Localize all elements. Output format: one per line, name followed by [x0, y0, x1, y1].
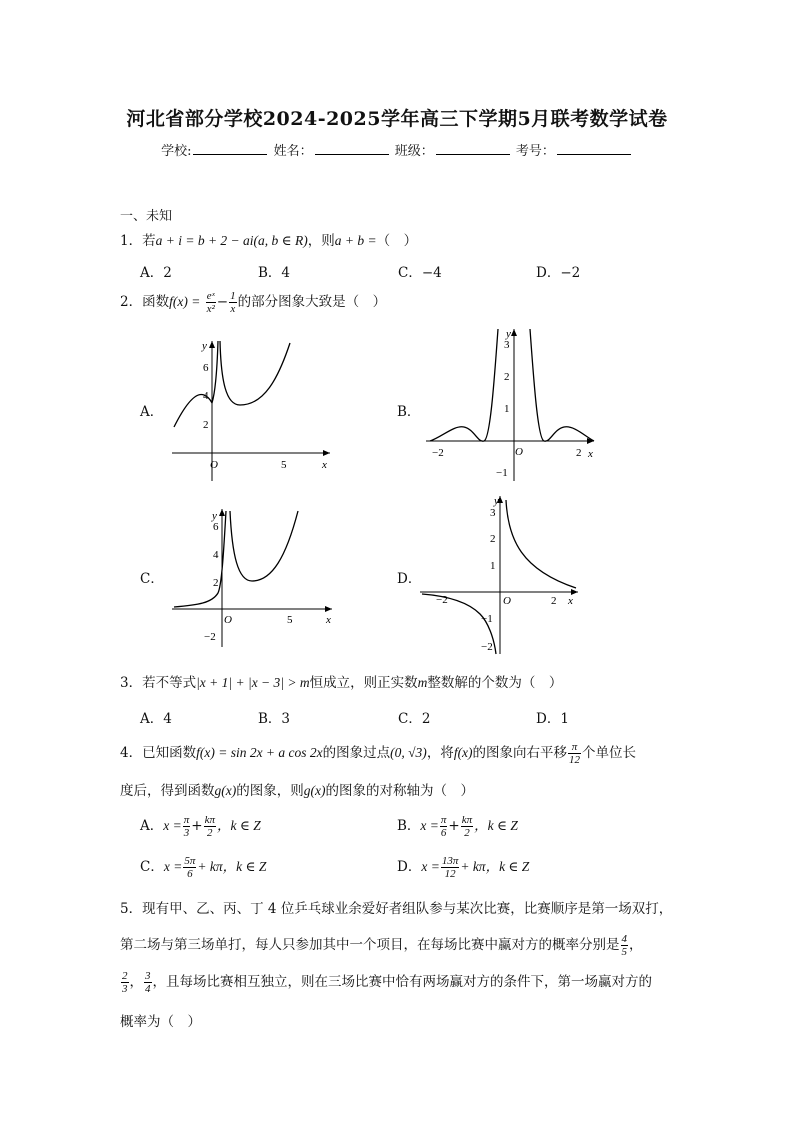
q2-option-a-label[interactable]: A．: [140, 404, 164, 420]
tick-label: −2: [436, 594, 448, 606]
tick-label: 5: [287, 614, 293, 626]
tick-label: 2: [490, 533, 496, 545]
tick-label: 1: [490, 560, 496, 572]
graph-a[interactable]: [168, 335, 340, 485]
q1-option-d[interactable]: D．−2: [536, 265, 581, 281]
tick-label: 5: [281, 459, 287, 471]
tick-label: 4: [213, 549, 219, 561]
question-4-stem-line2: 度后，得到函数g(x)的图象，则g(x)的图象的对称轴为（ ）: [120, 783, 474, 799]
text: 若: [142, 233, 156, 249]
school-blank[interactable]: [193, 143, 267, 155]
origin-label: O: [503, 595, 511, 607]
tick-label: 2: [504, 371, 510, 383]
tick-label: 6: [213, 521, 219, 533]
student-info-line: [0, 140, 794, 159]
fraction: $\frac{\text{eˣ}}{\text{x²}}$: [206, 290, 215, 315]
graph-b[interactable]: [422, 325, 602, 485]
y-axis-label: y: [506, 328, 511, 340]
name-label: 姓名：: [273, 144, 313, 159]
tick-label: −1: [481, 613, 493, 625]
question-4-stem-line1: 4．已知函数f(x) = sin 2x + a cos 2x的图象过点(0, √3)，将f(x)的图象向右平移 $\frac{\pi}{12}$ 个单位长: [120, 741, 637, 766]
q3-option-c[interactable]: C．2: [398, 711, 431, 727]
y-axis-label: y: [212, 510, 217, 522]
y-axis-label: y: [202, 340, 207, 352]
origin-label: O: [224, 614, 232, 626]
name-blank[interactable]: [315, 143, 389, 155]
tick-label: 1: [504, 403, 510, 415]
tick-label: −2: [432, 447, 444, 459]
fraction: $\frac{\pi}{12}$: [569, 741, 581, 766]
question-1-stem: [120, 229, 417, 249]
x-axis-label: x: [322, 459, 327, 471]
y-axis-label: y: [494, 495, 499, 507]
question-5-line4: 概率为（ ）: [120, 1014, 201, 1030]
text: ，则: [307, 233, 335, 249]
x-axis-label: x: [568, 595, 573, 607]
x-axis-label: x: [588, 448, 593, 460]
tick-label: −2: [481, 641, 493, 653]
fraction: $\frac{1}{x}$: [230, 290, 236, 315]
tick-label: 6: [203, 362, 209, 374]
question-5-line3: $\frac{2}{3}$ ， $\frac{3}{4}$ ，且每场比赛相互独立，则在三场比赛中恰有两场赢对方的条件下，第一场赢对方的: [122, 970, 652, 995]
q1-option-a[interactable]: A．2: [140, 265, 172, 281]
question-5-line1: 5．现有甲、乙、丙、丁 4 位乒乓球业余爱好者组队参与某次比赛，比赛顺序是第一场双打，: [120, 901, 673, 917]
q4-option-a[interactable]: A．x = $\frac{\pi}{3}$ + $\frac{k\pi}{2}$ ，k ∈ Z: [140, 814, 261, 839]
q3-option-b[interactable]: B．3: [258, 711, 291, 727]
q2-option-b-label[interactable]: B．: [397, 404, 421, 420]
school-label: 学校:: [161, 144, 192, 159]
q1-option-b[interactable]: B．4: [258, 265, 291, 281]
tick-label: −1: [496, 467, 508, 479]
q2-option-c-label[interactable]: C．: [140, 571, 164, 587]
tick-label: 2: [203, 419, 209, 431]
tick-label: −2: [204, 631, 216, 643]
exam-number-blank[interactable]: [557, 143, 631, 155]
graph-d[interactable]: [418, 492, 588, 657]
math-expression: a + b =: [334, 233, 377, 248]
page-title: 河北省部分学校2024-2025学年高三下学期5月联考数学试卷: [126, 108, 668, 130]
tick-label: 2: [576, 447, 582, 459]
q3-option-a[interactable]: A．4: [140, 711, 172, 727]
class-label: 班级：: [394, 144, 434, 159]
tick-label: 2: [213, 577, 219, 589]
origin-label: O: [515, 446, 523, 458]
q4-option-c[interactable]: C．x = $\frac{5\pi}{6}$ + kπ，k ∈ Z: [140, 855, 267, 880]
math-expression: a + i = b + 2 − ai(a, b ∈ R): [155, 233, 308, 248]
graph-c[interactable]: [168, 505, 340, 655]
section-heading: 一、未知: [120, 209, 173, 224]
q4-option-d[interactable]: D．x = $\frac{13\pi}{12}$ + kπ，k ∈ Z: [397, 855, 530, 880]
origin-label: O: [210, 459, 218, 471]
q1-option-c[interactable]: C．−4: [398, 265, 442, 281]
question-5-line2: 第二场与第三场单打，每人只参加其中一个项目，在每场比赛中赢对方的概率分别是 $\frac{4}{5}$ ，: [120, 933, 643, 958]
q3-option-d[interactable]: D．1: [536, 711, 569, 727]
q4-option-b[interactable]: B．x = $\frac{\pi}{6}$ + $\frac{k\pi}{2}$ ，k ∈ Z: [397, 814, 518, 839]
answer-paren: （ ）: [376, 233, 418, 249]
tick-label: 4: [203, 390, 209, 402]
q2-option-d-label[interactable]: D．: [397, 571, 422, 587]
tick-label: 2: [551, 595, 557, 607]
tick-label: 3: [490, 507, 496, 519]
tick-label: 3: [504, 339, 510, 351]
question-2-stem: 2．函数f(x) = $\frac{\text{eˣ}}{\text{x²}}$ − $\frac{1}{x}$ 的部分图象大致是（ ）: [120, 290, 387, 315]
question-number: 1．: [120, 233, 143, 249]
class-blank[interactable]: [436, 143, 510, 155]
question-3-stem: 3．若不等式|x + 1| + |x − 3| > m恒成立，则正实数m整数解的个数为（ ）: [120, 675, 563, 691]
x-axis-label: x: [326, 614, 331, 626]
exam-number-label: 考号：: [515, 144, 555, 159]
